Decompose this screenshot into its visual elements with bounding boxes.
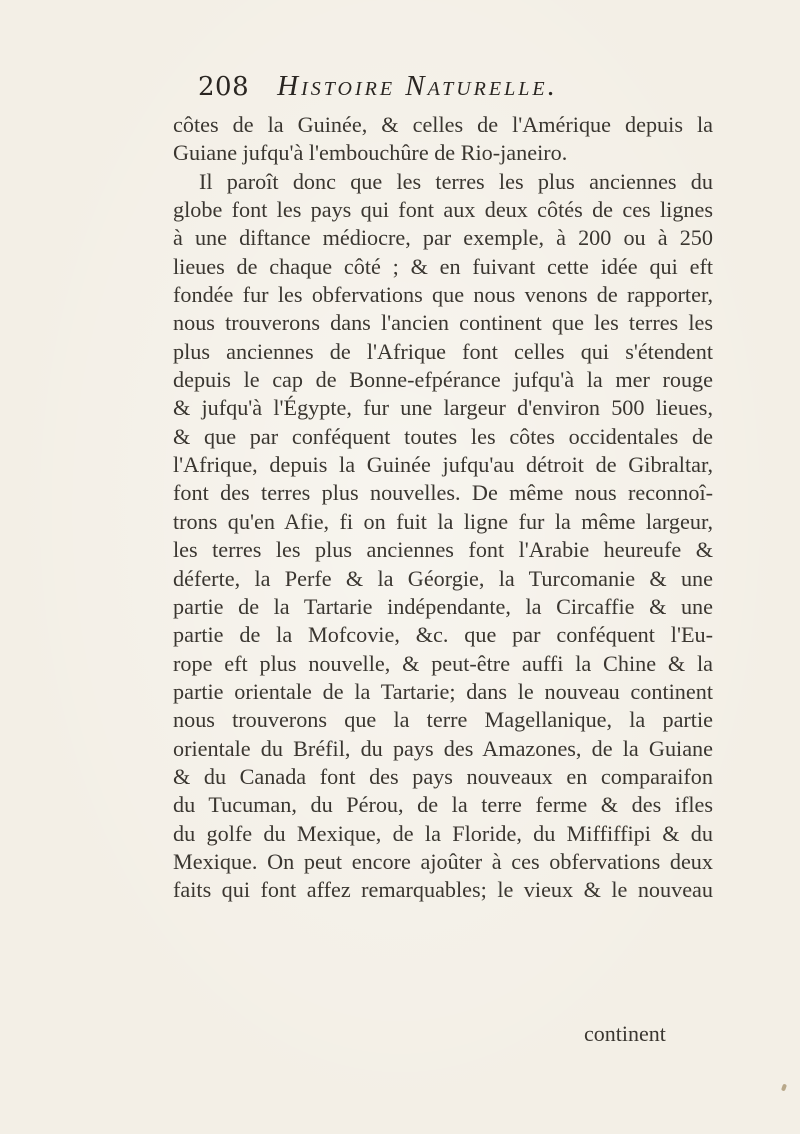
- text-line: lieues de chaque côté ; & en fuivant cette idée qui eft: [173, 253, 713, 279]
- text-line: faits qui font affez remarquables; le vieux & le nouveau: [173, 877, 713, 903]
- running-head: [198, 70, 718, 104]
- text-line: depuis le cap de Bonne-efpérance jufqu'à la mer rouge: [173, 367, 713, 393]
- text-line: globe font les pays qui font aux deux côtés de ces lignes: [173, 197, 713, 223]
- text-line: orientale du Bréfil, du pays des Amazones, de la Guiane: [173, 735, 713, 761]
- text-line: les terres les plus anciennes font l'Arabie heureufe &: [173, 537, 713, 563]
- catchword: continent: [584, 1021, 666, 1046]
- text-line: nous trouverons que la terre Magellanique, la partie: [173, 707, 713, 733]
- text-line: l'Afrique, depuis la Guinée jufqu'au détroit de Gibraltar,: [173, 452, 713, 478]
- text-line: plus anciennes de l'Afrique font celles qui s'étendent: [173, 338, 713, 364]
- text-line: partie de la Tartarie indépendante, la Circaffie & une: [173, 593, 713, 619]
- text-line: Guiane jufqu'à l'embouchûre de Rio-janeiro.: [173, 140, 568, 166]
- text-line: Mexique. On peut encore ajoûter à ces obfervations deux: [173, 848, 713, 874]
- text-line: trons qu'en Afie, fi on fuit la ligne fur la même largeur,: [173, 508, 713, 534]
- text-line: déferte, la Perfe & la Géorgie, la Turcomanie & une: [173, 565, 713, 591]
- text-line: fondée fur les obfervations que nous venons de rapporter,: [173, 282, 713, 308]
- text-line: & du Canada font des pays nouveaux en comparaifon: [173, 763, 713, 789]
- page-number: 208: [198, 72, 250, 102]
- text-line: partie de la Mofcovie, &c. que par conféquent l'Eu-: [173, 622, 713, 648]
- running-title: Histoire Naturelle.: [277, 70, 558, 102]
- text-line: du golfe du Mexique, de la Floride, du Miffiffipi & du: [173, 820, 713, 846]
- text-line: & que par conféquent toutes les côtes occidentales de: [173, 423, 713, 449]
- text-line: côtes de la Guinée, & celles de l'Amérique depuis la: [173, 112, 713, 137]
- paper-speck: [781, 1084, 787, 1092]
- text-line: du Tucuman, du Pérou, de la terre ferme & des ifles: [173, 792, 713, 818]
- text-line: font des terres plus nouvelles. De même nous reconnoî-: [173, 480, 713, 506]
- text-line: rope eft plus nouvelle, & peut-être auffi la Chine & la: [173, 650, 713, 676]
- text-line: à une diftance médiocre, par exemple, à 200 ou à 250: [173, 225, 713, 251]
- text-line: & jufqu'à l'Égypte, fur une largeur d'environ 500 lieues,: [173, 395, 713, 421]
- text-line: partie orientale de la Tartarie; dans le nouveau continent: [173, 678, 713, 704]
- text-line: nous trouverons dans l'ancien continent que les terres les: [173, 310, 713, 336]
- body-text: [173, 111, 713, 905]
- text-line: Il paroît donc que les terres les plus anciennes du: [199, 168, 713, 194]
